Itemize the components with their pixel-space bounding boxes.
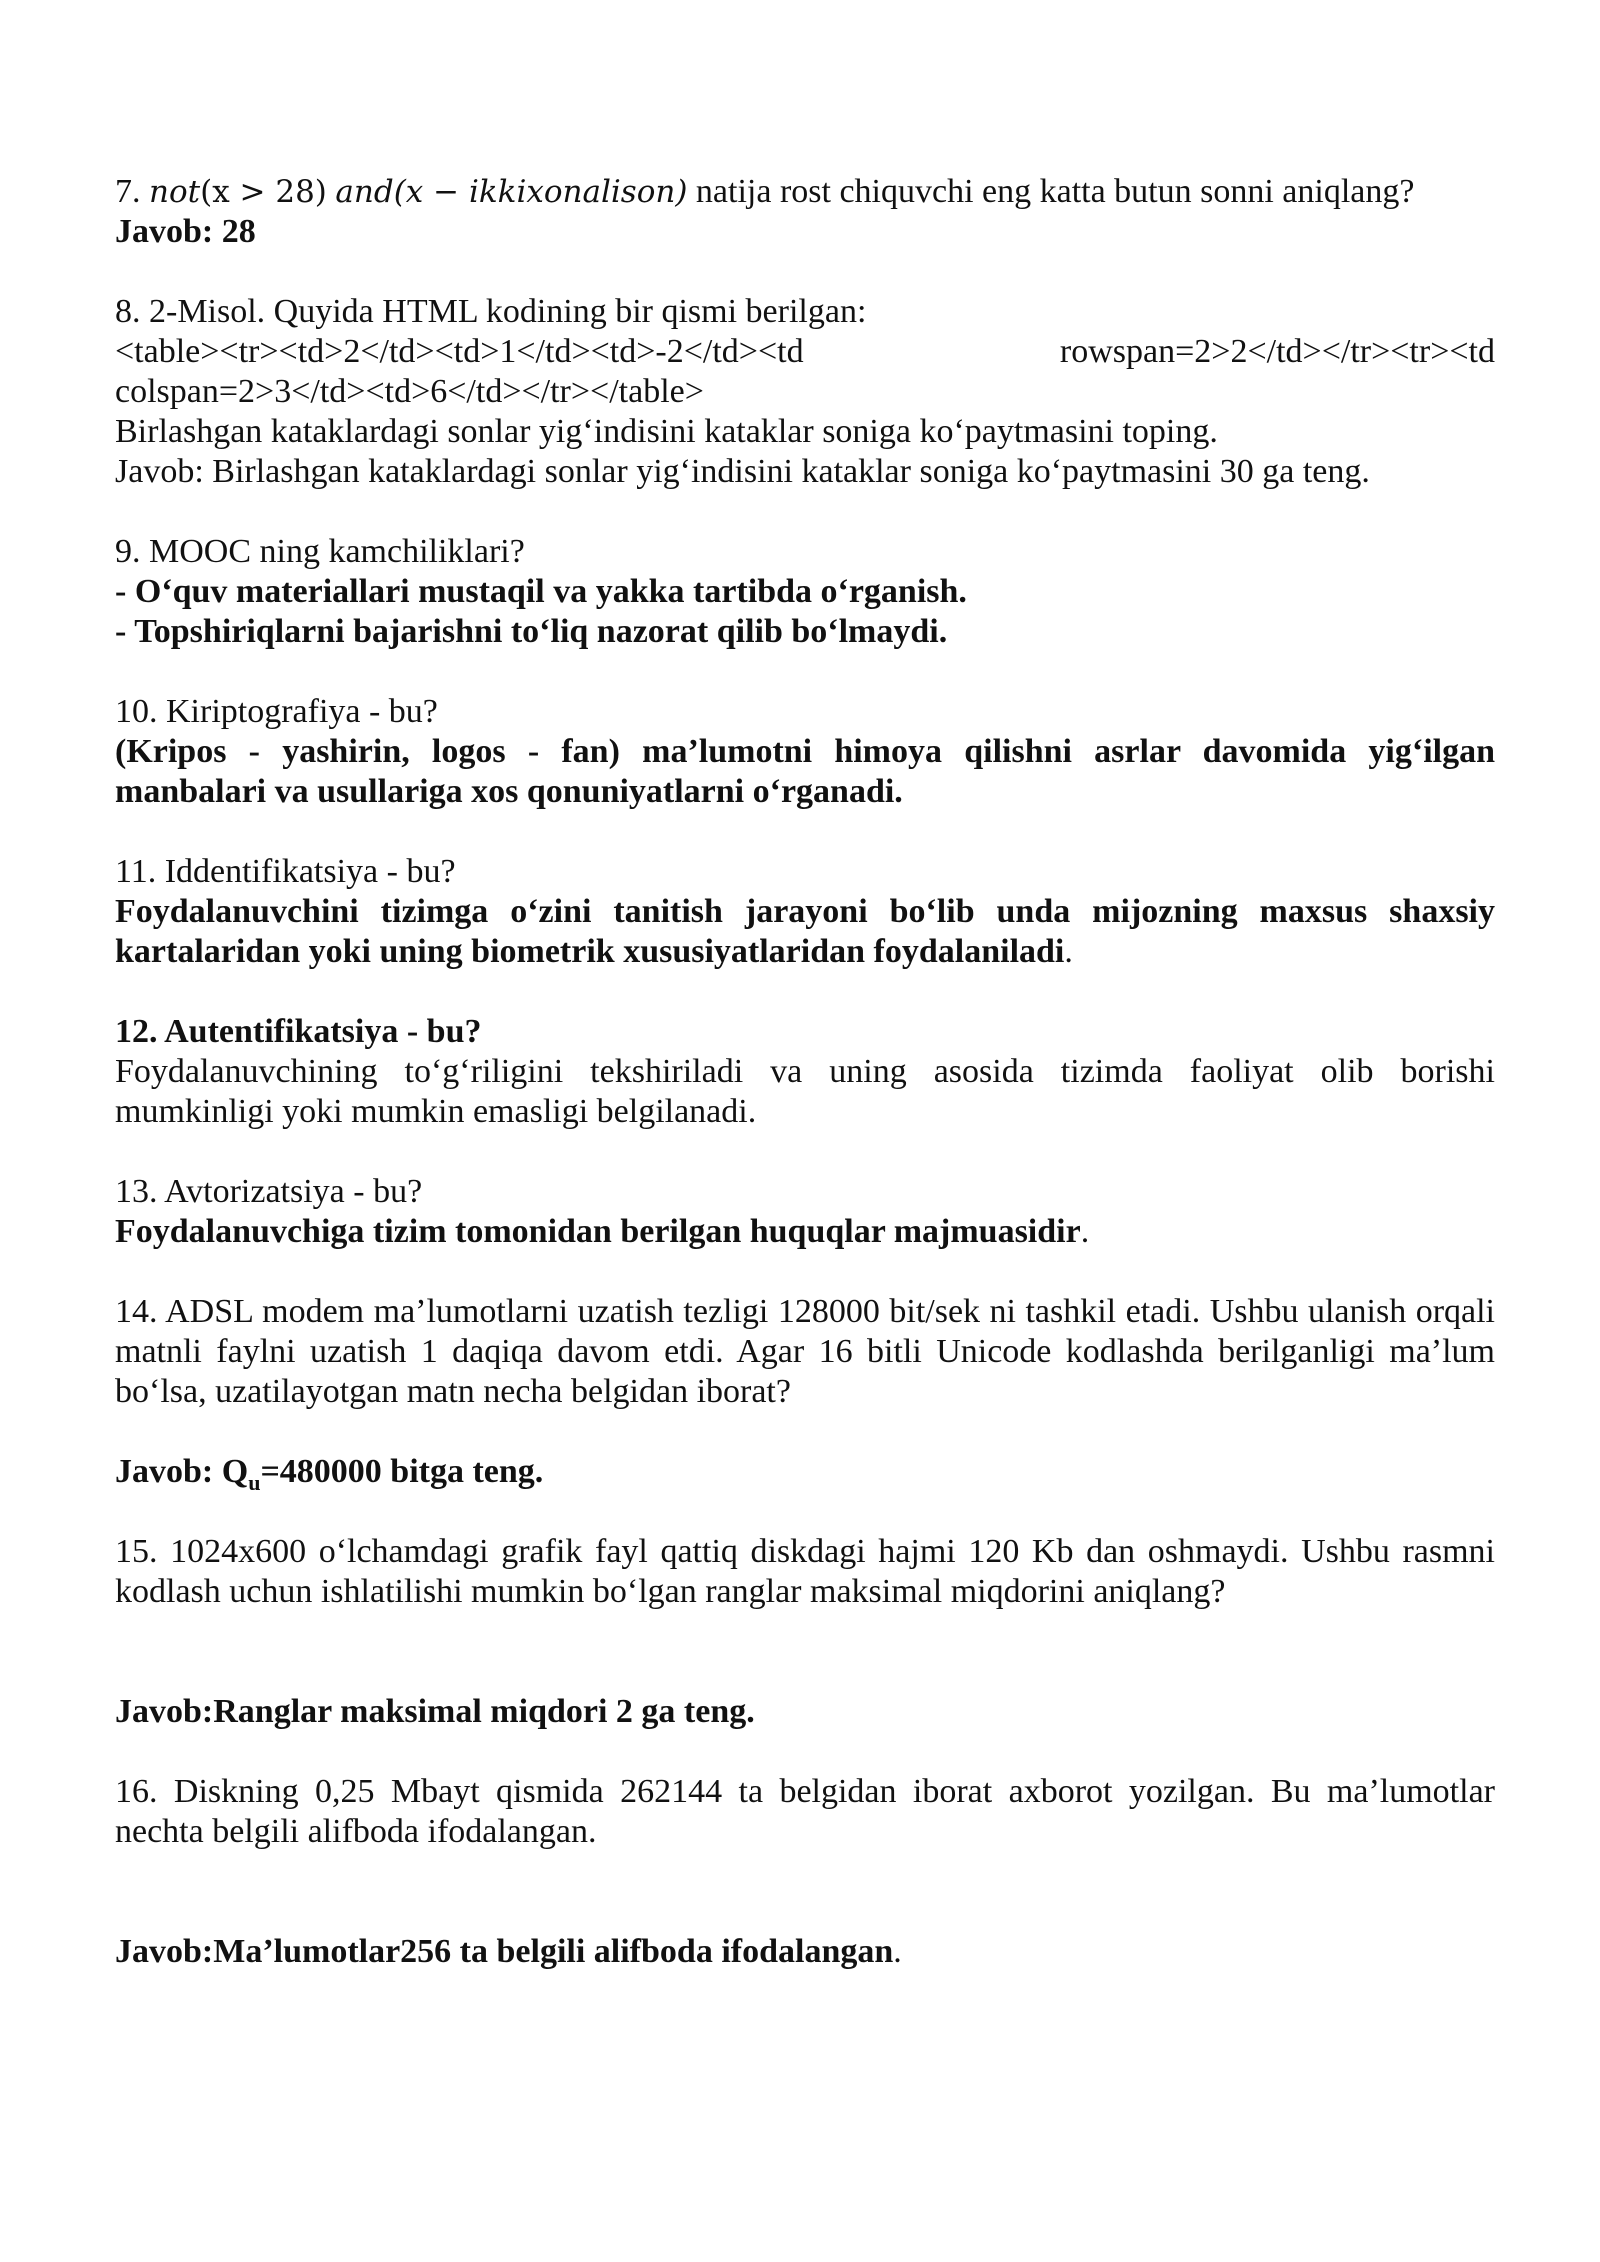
question-7-rest: natija rost chiquvchi eng katta butun sonni aniqlang? bbox=[687, 173, 1415, 210]
question-7-text: 7. not(x > 28) and(x − ikkixonalison) natija rost chiquvchi eng katta butun sonni aniqlang? bbox=[115, 173, 1415, 210]
question-8-code-line-2: colspan=2>3</td><td>6</td></tr></table> bbox=[115, 373, 704, 410]
question-16-answer: Javob:Ma’lumotlar256 ta belgili alifboda ifodalangan bbox=[115, 1933, 894, 1970]
question-16-answer-block bbox=[115, 1932, 1495, 1972]
question-15-text: 15. 1024x600 o‘lchamdagi grafik fayl qattiq diskdagi hajmi 120 Kb dan oshmaydi. Ushbu rasmni kodlash uchun ishlatilishi mumkin bo‘lgan ranglar maksimal miqdorini aniqlang? bbox=[115, 1533, 1495, 1610]
question-7-answer: Javob: 28 bbox=[115, 213, 256, 250]
question-13 bbox=[115, 1172, 1495, 1252]
question-11-answer-block bbox=[115, 892, 1495, 972]
math-and: and bbox=[335, 174, 394, 210]
question-8-answer: Javob: Birlashgan kataklardagi sonlar yig‘indisini kataklar soniga ko‘paytmasini 30 ga teng. bbox=[115, 453, 1370, 490]
question-8-code-line-1 bbox=[115, 332, 1495, 372]
question-8-question: Birlashgan kataklardagi sonlar yig‘indisini kataklar soniga ko‘paytmasini toping. bbox=[115, 413, 1218, 450]
question-13-text: 13. Avtorizatsiya - bu? bbox=[115, 1173, 423, 1210]
question-14 bbox=[115, 1292, 1495, 1495]
question-9-answer-1: - O‘quv materiallari mustaqil va yakka tartibda o‘rganish. bbox=[115, 573, 967, 610]
question-9 bbox=[115, 532, 1495, 652]
question-12-answer: Foydalanuvchining to‘g‘riligini tekshiriladi va uning asosida tizimda faoliyat olib borishi mumkinligi yoki mumkin emasligi belgilanadi. bbox=[115, 1053, 1495, 1130]
question-15 bbox=[115, 1532, 1495, 1732]
question-11 bbox=[115, 852, 1495, 972]
code-line-1-right: rowspan=2>2</td></tr><tr><td bbox=[1059, 333, 1495, 370]
question-12-text: 12. Autentifikatsiya - bu? bbox=[115, 1013, 482, 1050]
question-7 bbox=[115, 172, 1495, 252]
question-12 bbox=[115, 1012, 1495, 1132]
document-page bbox=[115, 172, 1495, 1972]
question-11-text: 11. Iddentifikatsiya - bu? bbox=[115, 853, 456, 890]
question-14-answer-rest: =480000 bitga teng. bbox=[260, 1453, 544, 1490]
question-14-answer-subscript: u bbox=[248, 1469, 261, 1495]
question-10-answer: (Kripos - yashirin, logos - fan) ma’lumotni himoya qilishni asrlar davomida yig‘ilgan manbalari va usullariga xos qonuniyatlarni o‘rganadi. bbox=[115, 733, 1495, 810]
question-15-answer: Javob:Ranglar maksimal miqdori 2 ga teng. bbox=[115, 1693, 755, 1730]
question-16-text: 16. Diskning 0,25 Mbayt qismida 262144 ta belgidan iborat axborot yozilgan. Bu ma’lumotlar nechta belgili alifboda ifodalangan. bbox=[115, 1773, 1495, 1850]
question-11-answer-end: . bbox=[1064, 933, 1073, 970]
question-16-answer-end: . bbox=[893, 1933, 902, 1970]
math-condition-2: (x − ikkixonalison) bbox=[393, 174, 688, 210]
question-8-title: 8. 2-Misol. Quyida HTML kodining bir qismi berilgan: bbox=[115, 293, 867, 330]
question-14-text: 14. ADSL modem ma’lumotlarni uzatish tezligi 128000 bit/sek ni tashkil etadi. Ushbu ulanish orqali matnli faylni uzatish 1 daqiqa davom etdi. Agar 16 bitli Unicode kodlashda berilganligi ma’lum bo‘lsa, uzatilayotgan matn necha belgidan iborat? bbox=[115, 1293, 1495, 1410]
math-condition-1: (x > 28) bbox=[200, 174, 327, 210]
code-line-1-left: <table><tr><td>2</td><td>1</td><td>-2</td><td bbox=[115, 333, 804, 370]
question-10 bbox=[115, 692, 1495, 812]
question-11-answer: Foydalanuvchini tizimga o‘zini tanitish jarayoni bo‘lib unda mijozning maxsus shaxsiy kartalaridan yoki uning biometrik xususiyatlaridan foydalaniladi bbox=[115, 893, 1495, 970]
question-14-answer-prefix: Javob: Q bbox=[115, 1453, 249, 1490]
question-8 bbox=[115, 292, 1495, 492]
question-16 bbox=[115, 1772, 1495, 1972]
question-14-answer bbox=[115, 1452, 1495, 1495]
question-9-text: 9. MOOC ning kamchiliklari? bbox=[115, 533, 525, 570]
math-not: not bbox=[149, 174, 201, 210]
question-10-text: 10. Kiriptografiya - bu? bbox=[115, 693, 438, 730]
question-13-answer: Foydalanuvchiga tizim tomonidan berilgan huquqlar majmuasidir bbox=[115, 1213, 1081, 1250]
question-13-answer-block bbox=[115, 1212, 1495, 1252]
question-9-answer-2: - Topshiriqlarni bajarishni to‘liq nazorat qilib bo‘lmaydi. bbox=[115, 613, 948, 650]
question-13-answer-end: . bbox=[1080, 1213, 1090, 1250]
